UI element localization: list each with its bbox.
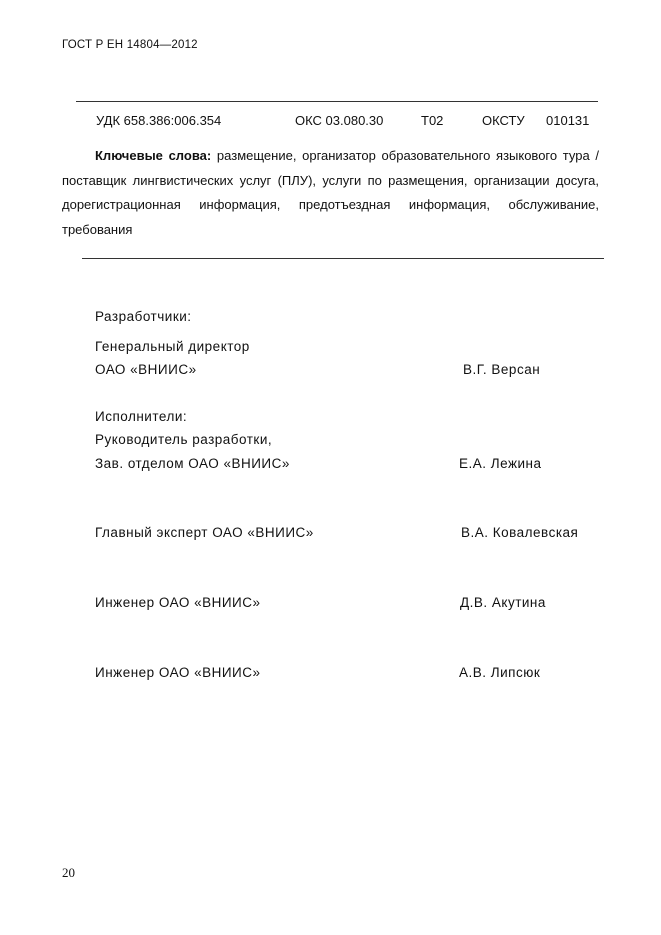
category-code: Т02 xyxy=(421,113,444,128)
executors-heading: Исполнители: xyxy=(95,409,188,424)
person-name: Д.В. Акутина xyxy=(460,595,546,610)
person-role: Инженер ОАО «ВНИИС» xyxy=(95,665,261,680)
director-title: Генеральный директор xyxy=(95,339,250,354)
okstu-value: 010131 xyxy=(546,113,590,128)
keywords-text: размещение, организатор образовательного языкового тура / поставщик лингвистических услуг (ПЛУ), услуги по размещения, организации досуга, дорегистрационная информация, предотъездная информация, обслуживание, требования xyxy=(62,148,599,237)
udk-code: УДК 658.386:006.354 xyxy=(96,113,222,128)
standard-id: ГОСТ Р ЕН 14804—2012 xyxy=(62,39,198,51)
oks-code: ОКС 03.080.30 xyxy=(295,113,384,128)
person-role: Главный эксперт ОАО «ВНИИС» xyxy=(95,525,314,540)
bottom-rule xyxy=(82,258,604,259)
lead-title: Руководитель разработки, xyxy=(95,432,273,447)
director-org: ОАО «ВНИИС» xyxy=(95,362,197,377)
keywords-paragraph xyxy=(62,144,599,242)
top-rule xyxy=(76,101,598,102)
lead-name: Е.А. Лежина xyxy=(459,456,542,471)
lead-org: Зав. отделом ОАО «ВНИИС» xyxy=(95,456,290,471)
director-name: В.Г. Версан xyxy=(463,362,541,377)
keywords-label: Ключевые слова: xyxy=(95,148,212,163)
page-number: 20 xyxy=(62,865,75,880)
developers-heading: Разработчики: xyxy=(95,309,192,324)
person-role: Инженер ОАО «ВНИИС» xyxy=(95,595,261,610)
person-name: В.А. Ковалевская xyxy=(461,525,579,540)
okstu-label: ОКСТУ xyxy=(482,113,525,128)
person-name: А.В. Липсюк xyxy=(459,665,541,680)
